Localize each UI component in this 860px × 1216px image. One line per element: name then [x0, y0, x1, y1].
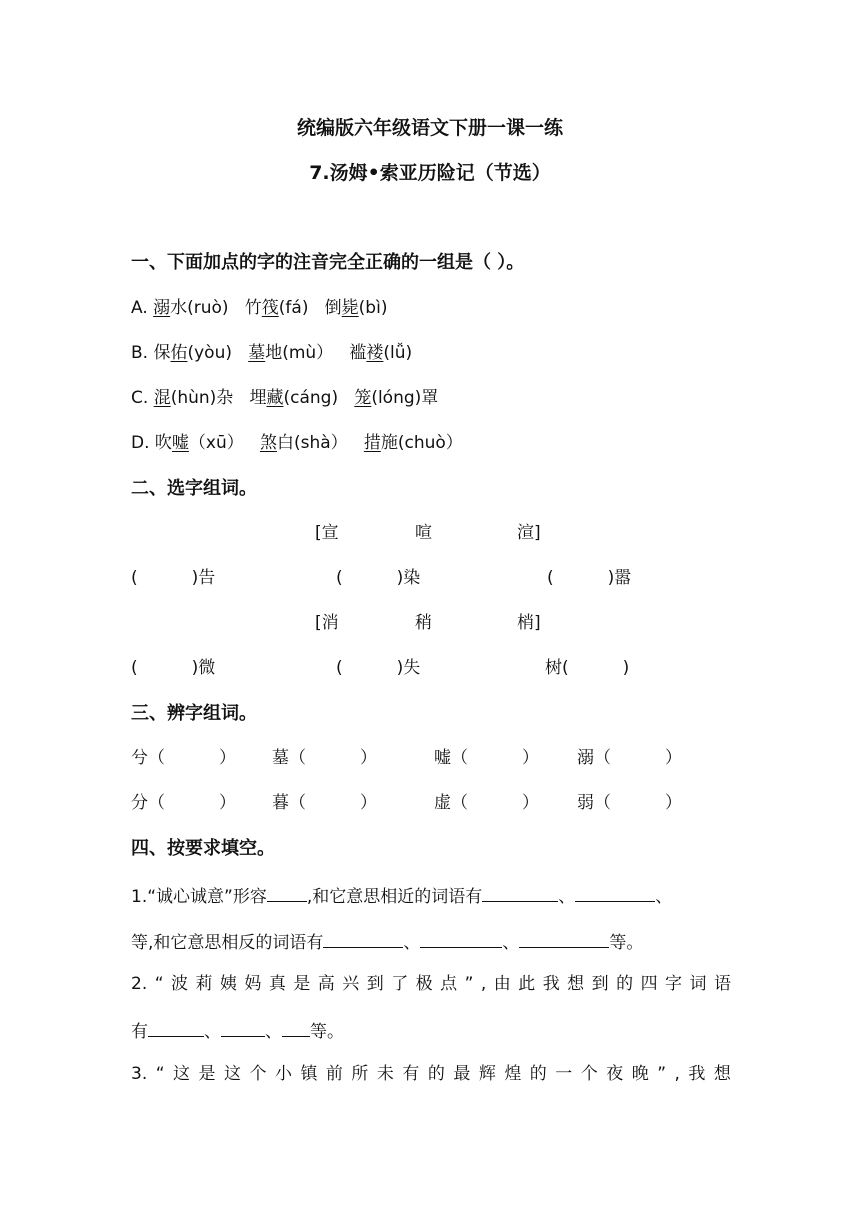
answer-blank[interactable] [148, 1018, 204, 1037]
char-pair-item: 分（ ） [131, 793, 237, 813]
dotted-char: 混 [153, 388, 171, 408]
blank-item: ( )微 [131, 658, 216, 678]
answer-blank[interactable] [221, 1018, 265, 1037]
q4-line-3: 2. “ 波 莉 姨 妈 真 是 高 兴 到 了 极 点 ” , 由 此 我 想 到 的 四 字 词 语 [131, 974, 731, 994]
dotted-char: 煞 [259, 433, 277, 453]
question-1-heading: 一、下面加点的字的注音完全正确的一组是（ ）。 [131, 252, 525, 273]
page-title: 统编版六年级语文下册一课一练 [296, 117, 563, 139]
dotted-char: 措 [363, 433, 381, 453]
q4-line-4: 有 、 、 等。 [131, 1018, 344, 1043]
char-set-2-mid: 稍 [415, 613, 432, 633]
option-d: D. 吹嘘（xū） 煞白(shà） 措施(chuò） [131, 433, 463, 453]
dotted-char: 墓 [248, 343, 266, 363]
dotted-char: 筏 [261, 298, 279, 318]
blank-item: ( )嚣 [547, 568, 632, 588]
char-pair-item: 兮（ ） [131, 748, 237, 768]
char-set-2-open: [消 [315, 613, 339, 633]
blank-item: ( )告 [131, 568, 216, 588]
answer-blank[interactable] [323, 929, 403, 948]
question-3-heading: 三、辨字组词。 [131, 703, 257, 724]
option-a: A. 溺水(ruò) 竹筏(fá) 倒毙(bì) [131, 298, 388, 318]
dotted-char: 笼 [354, 388, 372, 408]
answer-blank[interactable] [267, 883, 307, 902]
answer-blank[interactable] [519, 929, 609, 948]
char-set-1-close: 渲] [517, 523, 541, 543]
lesson-subtitle: 7.汤姆•索亚历险记（节选） [309, 162, 551, 184]
blank-item: ( )失 [336, 658, 421, 678]
char-set-1-open: [宣 [315, 523, 339, 543]
char-set-2-close: 梢] [517, 613, 541, 633]
dotted-char: 藏 [266, 388, 284, 408]
char-pair-item: 嘘（ ） [434, 748, 540, 768]
option-b: B. 保佑(yòu) 墓地(mù） 褴褛(lǚ) [131, 343, 413, 363]
q4-line-1: 1.“诚心诚意”形容 ,和它意思相近的词语有 、 、 [131, 883, 672, 908]
dotted-char: 嘘 [171, 433, 189, 453]
char-pair-item: 溺（ ） [577, 748, 683, 768]
answer-blank[interactable] [282, 1018, 310, 1037]
question-4-heading: 四、按要求填空。 [131, 838, 275, 859]
question-2-heading: 二、选字组词。 [131, 478, 257, 499]
q4-line-5: 3. “ 这 是 这 个 小 镇 前 所 未 有 的 最 辉 煌 的 一 个 夜 晚 ” , 我 想 [131, 1064, 731, 1084]
char-set-1-mid: 喧 [415, 523, 432, 543]
blank-item: ( )染 [336, 568, 421, 588]
char-pair-item: 虚（ ） [434, 793, 540, 813]
char-pair-item: 弱（ ） [577, 793, 683, 813]
dotted-char: 毙 [341, 298, 359, 318]
char-pair-item: 暮（ ） [272, 793, 378, 813]
blank-item: 树( ) [545, 658, 630, 678]
answer-blank[interactable] [575, 883, 655, 902]
answer-blank[interactable] [420, 929, 502, 948]
dotted-char: 佑 [170, 343, 188, 363]
option-c: C. 混(hùn)杂 埋藏(cáng) 笼(lóng)罩 [131, 388, 439, 408]
dotted-char: 溺 [153, 298, 171, 318]
char-pair-item: 墓（ ） [272, 748, 378, 768]
answer-blank[interactable] [482, 883, 558, 902]
dotted-char: 褛 [366, 343, 384, 363]
q4-line-2: 等,和它意思相反的词语有 、 、 等。 [131, 929, 643, 954]
